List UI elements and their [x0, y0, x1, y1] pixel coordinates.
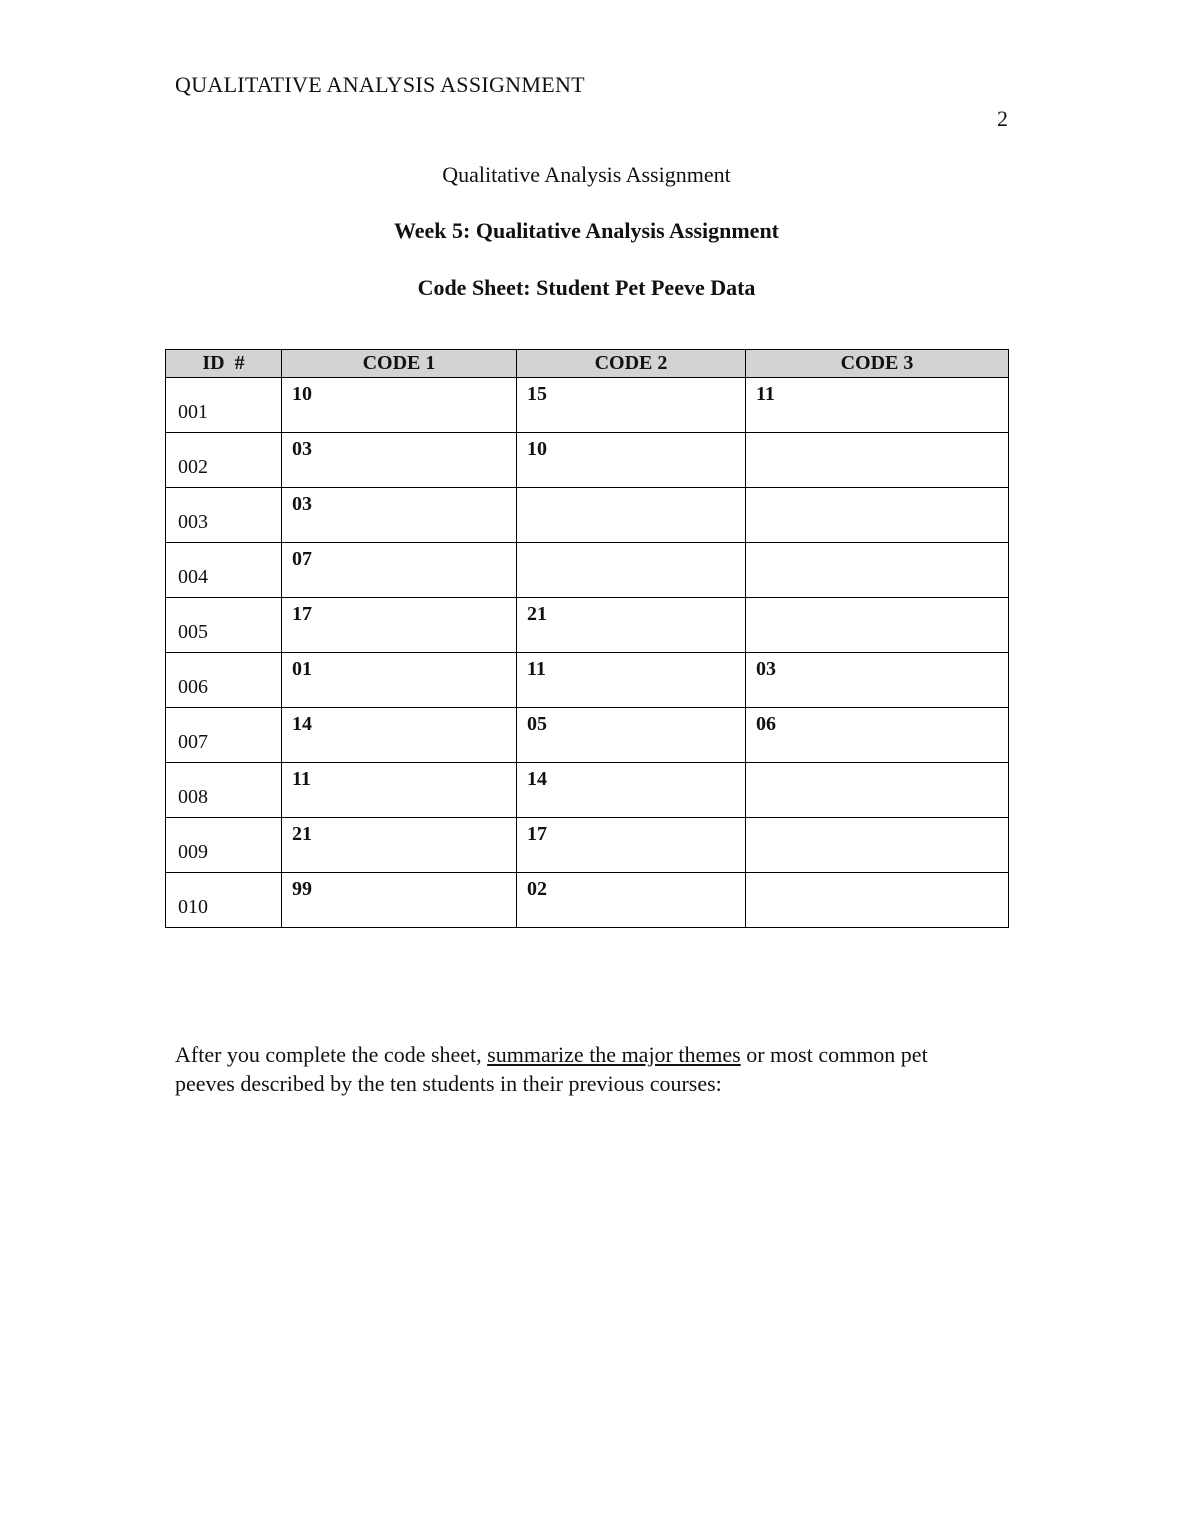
- code1-cell: 21: [282, 818, 517, 873]
- code2-cell: 10: [517, 433, 746, 488]
- code1-cell: 03: [282, 488, 517, 543]
- table-row: [166, 763, 1009, 818]
- code2-cell: 05: [517, 708, 746, 763]
- code2-cell: 14: [517, 763, 746, 818]
- code3-cell: [746, 763, 1009, 818]
- id-cell: 009: [166, 818, 282, 873]
- code2-cell: [517, 488, 746, 543]
- id-cell: 002: [166, 433, 282, 488]
- table-row: [166, 818, 1009, 873]
- table-row: [166, 653, 1009, 708]
- table-row: [166, 543, 1009, 598]
- code1-cell: 10: [282, 378, 517, 433]
- code3-cell: [746, 433, 1009, 488]
- code3-cell: [746, 488, 1009, 543]
- code3-cell: [746, 873, 1009, 928]
- code2-cell: 02: [517, 873, 746, 928]
- table-row: [166, 598, 1009, 653]
- code3-cell: 06: [746, 708, 1009, 763]
- id-cell: 004: [166, 543, 282, 598]
- id-cell: 007: [166, 708, 282, 763]
- code3-cell: [746, 818, 1009, 873]
- id-cell: 005: [166, 598, 282, 653]
- instructions-part2: or most common pet peeves described by the ten students in their previous courses:: [175, 1042, 928, 1097]
- code1-cell: 11: [282, 763, 517, 818]
- instructions-part1: After you complete the code sheet,: [175, 1042, 488, 1067]
- table-row: [166, 873, 1009, 928]
- id-cell: 003: [166, 488, 282, 543]
- id-cell: 010: [166, 873, 282, 928]
- code1-cell: 01: [282, 653, 517, 708]
- code2-cell: [517, 543, 746, 598]
- code1-cell: 03: [282, 433, 517, 488]
- table-row: [166, 433, 1009, 488]
- table-title: Code Sheet: Student Pet Peeve Data: [417, 275, 756, 300]
- id-cell: 006: [166, 653, 282, 708]
- header-code1: CODE 1: [282, 350, 517, 378]
- code1-cell: 14: [282, 708, 517, 763]
- code1-cell: 17: [282, 598, 517, 653]
- instructions-underlined: summarize the major themes: [487, 1042, 741, 1067]
- id-cell: 008: [166, 763, 282, 818]
- code3-cell: 11: [746, 378, 1009, 433]
- page-number: 2: [997, 106, 1008, 131]
- code2-cell: 17: [517, 818, 746, 873]
- id-cell: 001: [166, 378, 282, 433]
- header-code2: CODE 2: [517, 350, 746, 378]
- code2-cell: 11: [517, 653, 746, 708]
- instructions-paragraph: [175, 1040, 985, 1098]
- document-subtitle: Week 5: Qualitative Analysis Assignment: [393, 218, 780, 243]
- header-id: ID #: [166, 350, 282, 378]
- table-row: [166, 378, 1009, 433]
- code-sheet-table: [165, 349, 1009, 928]
- table-row: [166, 708, 1009, 763]
- code1-cell: 07: [282, 543, 517, 598]
- document-title: Qualitative Analysis Assignment: [442, 162, 731, 187]
- code2-cell: 15: [517, 378, 746, 433]
- table-header-row: [166, 350, 1009, 378]
- code3-cell: 03: [746, 653, 1009, 708]
- header-code3: CODE 3: [746, 350, 1009, 378]
- code1-cell: 99: [282, 873, 517, 928]
- code3-cell: [746, 598, 1009, 653]
- code2-cell: 21: [517, 598, 746, 653]
- code3-cell: [746, 543, 1009, 598]
- table-row: [166, 488, 1009, 543]
- running-head: QUALITATIVE ANALYSIS ASSIGNMENT: [175, 72, 585, 97]
